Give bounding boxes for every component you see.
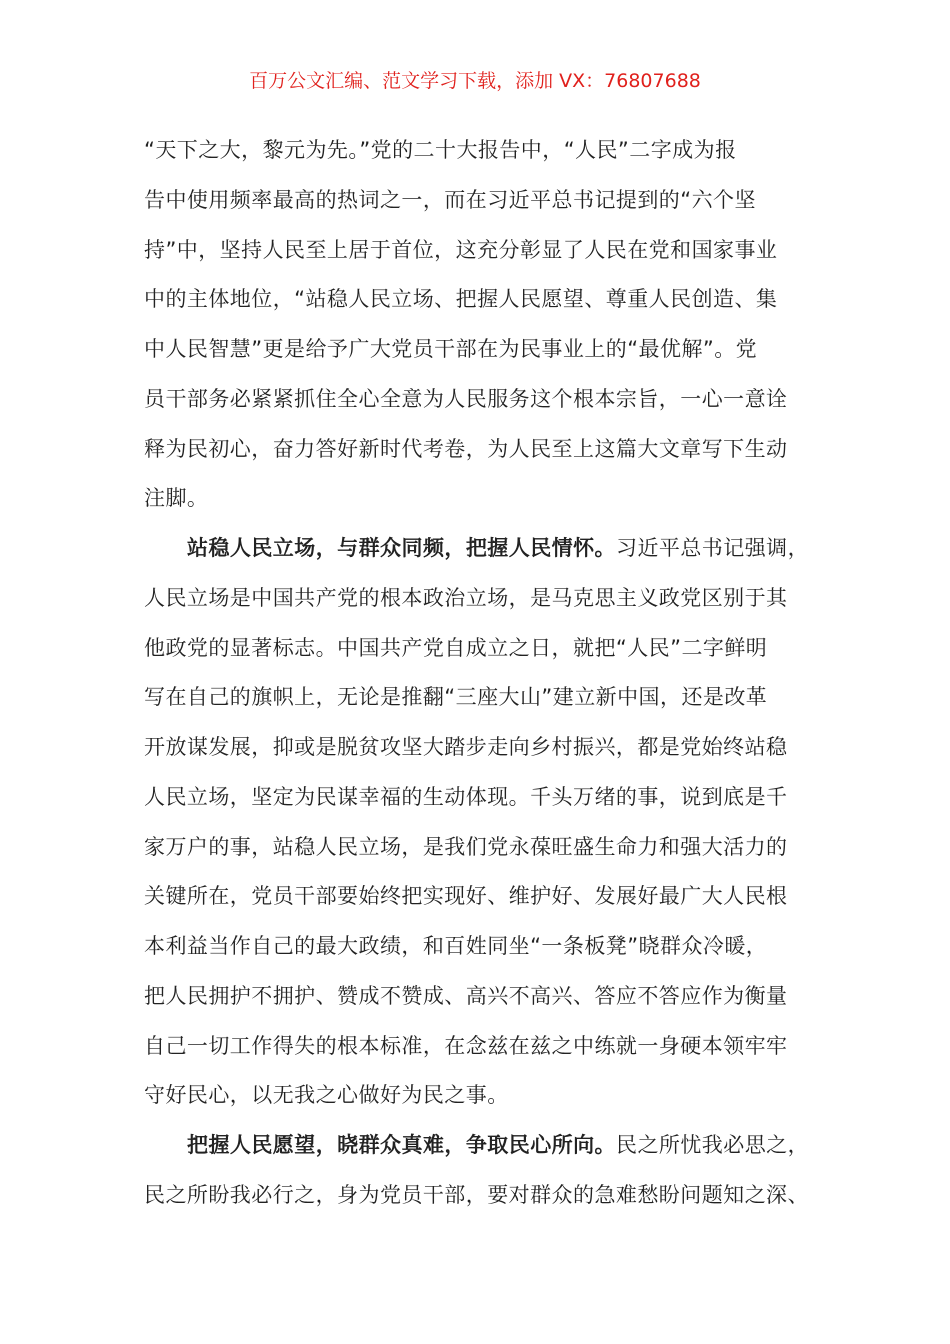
text-line: 注脚。 (144, 486, 209, 511)
text-line: 民之所盼我必行之，身为党员干部，要对群众的急难愁盼问题知之深、 (144, 1182, 809, 1207)
document-body (144, 126, 810, 1221)
watermark-header: 百万公文汇编、范文学习下载，添加 VX：76807688 (249, 70, 701, 92)
text-line: 把人民拥护不拥护、赞成不赞成、高兴不高兴、答应不答应作为衡量 (144, 983, 788, 1008)
text-line: 中的主体地位，“站稳人民立场、把握人民愿望、尊重人民创造、集 (144, 287, 778, 312)
text-line: 他政党的显著标志。中国共产党自成立之日，就把“人民”二字鲜明 (144, 635, 768, 660)
text-line: 中人民智慧”更是给予广大党员干部在为民事业上的“最优解”。党 (144, 337, 758, 361)
paragraph-people-wishes (144, 1121, 810, 1221)
paragraph-intro (144, 126, 794, 524)
text-line: 写在自己的旗帜上，无论是推翻“三座大山”建立新中国，还是改革 (144, 685, 768, 710)
text-line: 员干部务必紧紧抓住全心全意为人民服务这个根本宗旨，一心一意诠 (144, 386, 788, 411)
paragraph-heading: 站稳人民立场，与群众同频，把握人民情怀。 (187, 536, 616, 560)
text-line: 告中使用频率最高的热词之一，而在习近平总书记提到的“六个坚 (144, 187, 756, 212)
text-line (144, 1121, 810, 1171)
text-run: 民之所忧我必思之， (616, 1133, 810, 1157)
text-line: 守好民心，以无我之心做好为民之事。 (144, 1083, 509, 1108)
text-line: 家万户的事，站稳人民立场，是我们党永葆旺盛生命力和强大活力的 (144, 834, 788, 859)
paragraph-heading: 把握人民愿望，晓群众真难，争取民心所向。 (187, 1133, 616, 1157)
text-run: 习近平总书记强调， (616, 536, 810, 560)
text-line: “天下之大，黎元为先。”党的二十大报告中，“人民”二字成为报 (144, 138, 737, 162)
text-line: 开放谋发展，抑或是脱贫攻坚大踏步走向乡村振兴，都是党始终站稳 (144, 735, 788, 759)
text-line (144, 524, 810, 574)
text-line: 自己一切工作得失的根本标准，在念兹在兹之中练就一身硬本领牢牢 (144, 1033, 788, 1058)
text-line: 释为民初心，奋力答好新时代考卷，为人民至上这篇大文章写下生动 (144, 436, 788, 461)
text-line: 关键所在，党员干部要始终把实现好、维护好、发展好最广大人民根 (144, 884, 788, 909)
paragraph-people-stance (144, 524, 810, 1121)
text-line: 本利益当作自己的最大政绩，和百姓同坐“一条板凳”晓群众冷暖， (144, 934, 768, 958)
text-line: 持”中，坚持人民至上居于首位，这充分彰显了人民在党和国家事业 (144, 237, 778, 262)
text-line: 人民立场是中国共产党的根本政治立场，是马克思主义政党区别于其 (144, 585, 788, 610)
text-line: 人民立场，坚定为民谋幸福的生动体现。千头万绪的事，说到底是千 (144, 784, 788, 809)
